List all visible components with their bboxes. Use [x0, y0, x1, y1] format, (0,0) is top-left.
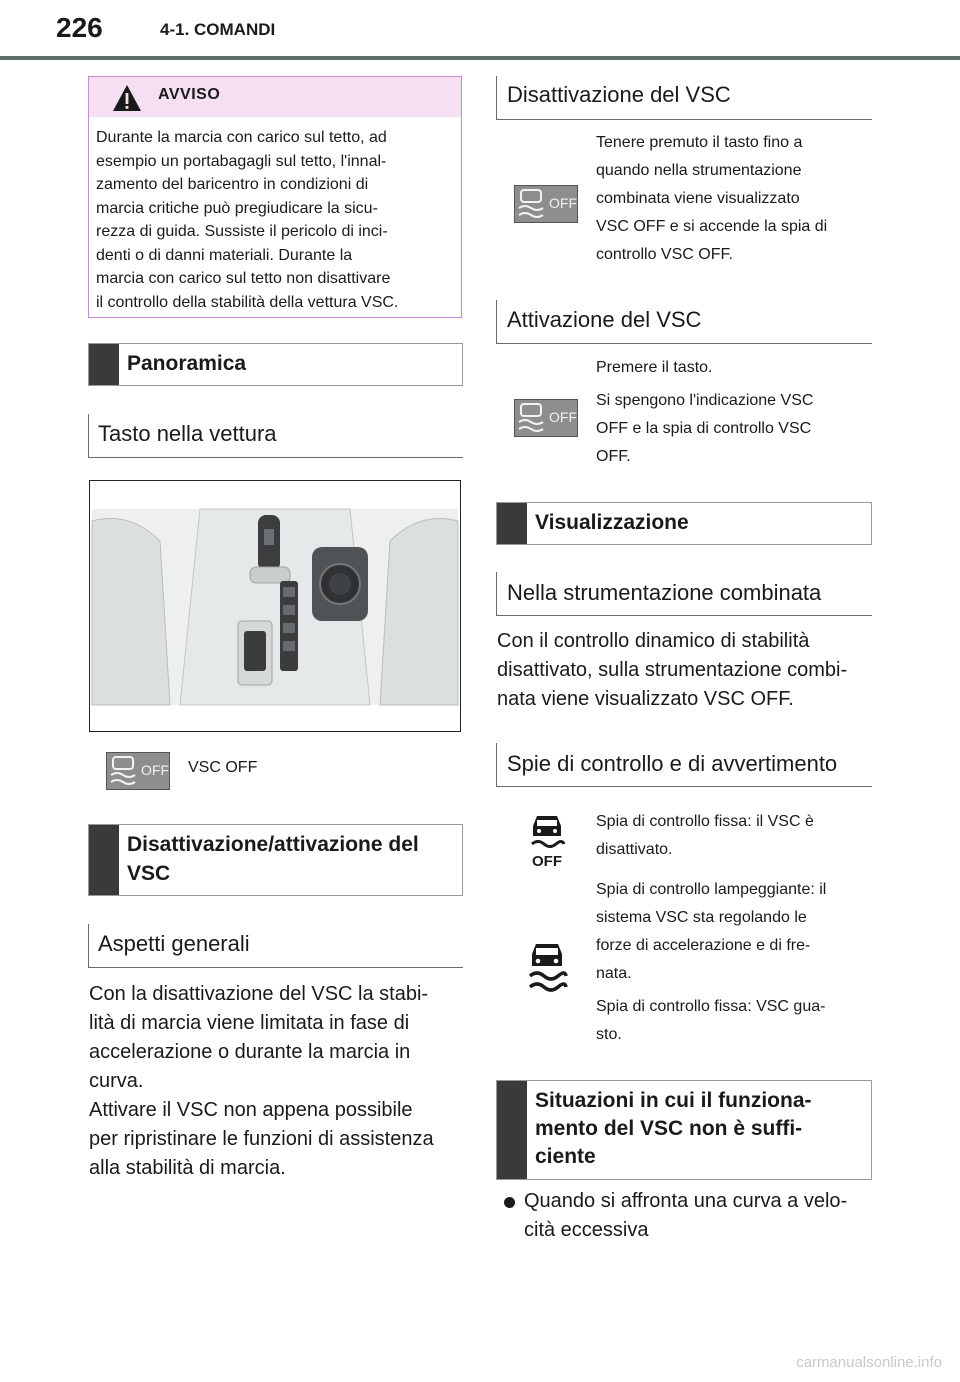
subheading-bar [88, 414, 89, 458]
subheading-rule [496, 615, 872, 616]
warning-header [89, 77, 461, 117]
chapter-title: 4-1. COMANDI [160, 20, 276, 39]
heading-panoramica: Panoramica [88, 343, 463, 386]
subheading-disattivazione: Disattivazione del VSC [507, 82, 731, 107]
bullet-curva-velocita: Quando si affronta una curva a velo- cità eccessiva [524, 1190, 848, 1241]
vsc-off-button-icon: OFF [514, 185, 578, 223]
car-console-illustration [90, 481, 460, 731]
subheading-bar [496, 76, 497, 120]
subheading-rule [496, 786, 872, 787]
subheading-attivazione: Attivazione del VSC [507, 307, 702, 332]
subheading-rule [496, 119, 872, 120]
page-number: 226 [56, 12, 103, 43]
paragraph-general-1: Con la disattivazione del VSC la stabi- lità di marcia viene limitata in fase di accelerazione o durante la marcia in curva. [89, 983, 429, 1092]
warning-title: AVVISO [158, 86, 221, 103]
disattivazione-instructions: Tenere premuto il tasto fino a quando nella strumentazione combinata viene visualizzato VSC OFF e si accende la spia di controllo VSC OFF. [596, 134, 828, 263]
footer-watermark: carmanualsonline.info [796, 1354, 942, 1371]
subheading-strumentazione: Nella strumentazione combinata [507, 580, 822, 605]
vsc-indicator-icon [526, 942, 568, 996]
vsc-off-button-icon: OFF [514, 399, 578, 437]
subheading-bar [496, 300, 497, 344]
vsc-off-indicator-icon [528, 814, 566, 868]
header-divider [0, 56, 960, 60]
subheading-tasto: Tasto nella vettura [98, 421, 277, 446]
spia-fissa-guasto: Spia di controllo fissa: VSC gua- sto. [596, 998, 826, 1043]
heading-situazioni: Situazioni in cui il funziona- mento del VSC non è suffi- ciente [496, 1080, 872, 1180]
subheading-rule [496, 343, 872, 344]
car-console-image [89, 480, 461, 732]
svg-text:OFF: OFF [532, 853, 562, 868]
subheading-aspetti: Aspetti generali [98, 931, 250, 956]
attivazione-step-2: Si spengono l'indicazione VSC OFF e la spia di controllo VSC OFF. [596, 392, 814, 465]
spia-fissa-disattivato: Spia di controllo fissa: il VSC è disattivato. [596, 813, 814, 858]
heading-visualizzazione: Visualizzazione [496, 502, 872, 545]
subheading-bar [496, 572, 497, 616]
subheading-bar [496, 743, 497, 787]
strumentazione-text: Con il controllo dinamico di stabilità disattivato, sulla strumentazione combi- nata viene visualizzato VSC OFF. [497, 630, 848, 710]
vsc-off-label: VSC OFF [188, 759, 258, 776]
warning-text: Durante la marcia con carico sul tetto, ad esempio un portabagagli sul tetto, l'innal- zamento del baricentro in condizioni di marcia critiche può pregiudicare la sicu- rezza di guida. Sussiste il pericolo di inci- denti o di danni materiali. Durante la marcia con carico sul tetto non disattivare il controllo della stabilità della vettura VSC. [96, 129, 399, 311]
subheading-rule [88, 967, 463, 968]
vsc-off-button-icon: OFF [106, 752, 170, 790]
heading-disattivazione-attivazione: Disattivazione/attivazione del VSC [88, 824, 463, 896]
paragraph-general-2: Attivare il VSC non appena possibile per ripristinare le funzioni di assistenza alla stabilità di marcia. [89, 1099, 434, 1179]
subheading-rule [88, 457, 463, 458]
subheading-bar [88, 924, 89, 968]
spia-lampeggiante: Spia di controllo lampeggiante: il sistema VSC sta regolando le forze di accelerazione e di fre- nata. [596, 881, 827, 982]
warning-triangle-icon [112, 84, 142, 112]
attivazione-step-1: Premere il tasto. [596, 359, 713, 376]
bullet-dot [504, 1197, 515, 1208]
subheading-spie: Spie di controllo e di avvertimento [507, 751, 838, 776]
